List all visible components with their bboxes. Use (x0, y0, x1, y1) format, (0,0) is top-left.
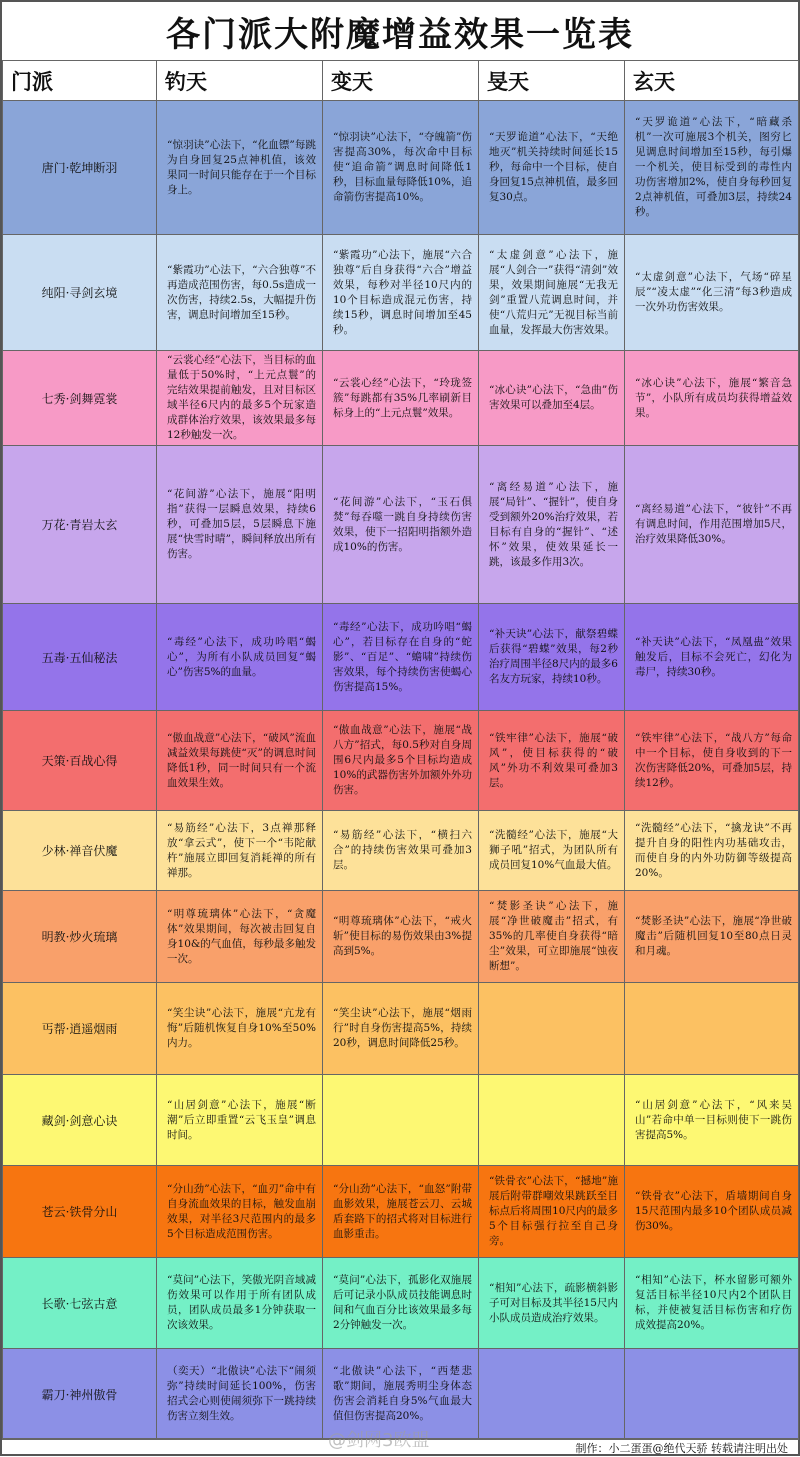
effect-cell: “铁骨衣”心法下，盾墙期间自身15尺范围内最多10个团队成员减伤30%。 (625, 1166, 799, 1258)
effect-cell (625, 1349, 799, 1440)
effect-cell: “易筋经”心法下，“横扫六合”的持续伤害效果可叠加3层。 (323, 811, 479, 891)
table-row (3, 604, 799, 711)
page-title: 各门派大附魔增益效果一览表 (2, 2, 798, 61)
table-row (3, 891, 799, 983)
effect-cell: “离经易道”心法下，施展“局针”、“握针”，使自身受到额外20%治疗效果，若目标有自身的“握针”、“述怀”效果，使效果延长一跳，该最多作用3次。 (479, 446, 625, 604)
sect-name: 万花·青岩太玄 (3, 446, 157, 604)
sect-name: 天策·百战心得 (3, 711, 157, 811)
effect-cell: （奕天）“北傲诀”心法下“闹须弥”持续时间延长100%，伤害招式会心则使闹须弥下一跳持续伤害立刻生效。 (157, 1349, 323, 1440)
footer (2, 1438, 798, 1457)
effect-cell: “笑尘诀”心法下，施展“烟雨行”时自身伤害提高5%，持续20秒，调息时间降低25秒。 (323, 983, 479, 1075)
effect-cell: “铁牢律”心法下，“战八方”每命中一个目标，使自身收到的下一次伤害降低20%，可叠加5层，持续12秒。 (625, 711, 799, 811)
effect-cell: “紫霞功”心法下，“六合独尊”不再造成范围伤害，每0.5s造成一次伤害，持续2.5s，大幅提升伤害，调息时间增加至15秒。 (157, 235, 323, 351)
effect-cell: “相知”心法下，疏影横斜影子可对目标及其半径15尺内小队成员造成治疗效果。 (479, 1258, 625, 1349)
table-row (3, 1258, 799, 1349)
effect-cell: “花间游”心法下，施展“阳明指”获得一层瞬息效果，持续6秒，可叠加5层，5层瞬息下施展“快雪时晴”，瞬间释放出所有伤害。 (157, 446, 323, 604)
sect-name: 苍云·铁骨分山 (3, 1166, 157, 1258)
effect-cell: “莫问”心法下，笑傲光阴音域减伤效果可以作用于所有团队成员，团队成员最多1分钟获取一次该效果。 (157, 1258, 323, 1349)
sect-name: 霸刀·神州傲骨 (3, 1349, 157, 1440)
table-row (3, 711, 799, 811)
effect-cell: “离经易道”心法下，“彼针”不再有调息时间，作用范围增加5尺，治疗效果降低30%。 (625, 446, 799, 604)
effect-cell: “补天诀”心法下，“凤凰蛊”效果触发后，目标不会死亡，幻化为毒尸，持续30秒。 (625, 604, 799, 711)
effect-cell: “易筋经”心法下，3点禅那释放“拿云式”，使下一个“韦陀献杵”施展立即回复消耗禅的所有禅那。 (157, 811, 323, 891)
effect-cell: “分山劲”心法下，“血怒”附带血影效果，施展苍云刀、云城盾套路下的招式将对目标进行血影重击。 (323, 1166, 479, 1258)
effect-cell: “太虚剑意”心法下，施展“人剑合一”获得“清剑”效果，效果期间施展“无我无剑”重置八荒调息时间，并使“八荒归元”无视目标当前血量，发挥最大伤害效果。 (479, 235, 625, 351)
effect-cell (479, 1075, 625, 1166)
sect-name: 丐帮·逍遥烟雨 (3, 983, 157, 1075)
effect-cell: “惊羽诀”心法下，“化血镖”每跳为自身回复25点神机值，该效果同一时间只能存在于一个目标身上。 (157, 101, 323, 235)
table-row (3, 1075, 799, 1166)
watermark-text: @剑网3欧盟 (328, 1430, 430, 1451)
effect-cell: “铁牢律”心法下，施展“破风”，使目标获得的“破风”外功不利效果可叠加3层。 (479, 711, 625, 811)
sect-name: 少林·禅音伏魔 (3, 811, 157, 891)
effect-cell: “明尊琉璃体”心法下，“戒火斩”使目标的易伤效果由3%提高到5%。 (323, 891, 479, 983)
effect-cell: “洗髓经”心法下，“擒龙诀”不再提升自身的阳性内功基础攻击，而使自身的内外功防御等级提高20%。 (625, 811, 799, 891)
table-row (3, 446, 799, 604)
header-mintian: 旻天 (479, 61, 625, 101)
sect-name: 唐门·乾坤断羽 (3, 101, 157, 235)
sect-name: 五毒·五仙秘法 (3, 604, 157, 711)
effect-cell: “冰心诀”心法下，“急曲”伤害效果可以叠加至4层。 (479, 351, 625, 446)
effect-cell: “相知”心法下，杯水留影可额外复活目标半径10尺内2个团队目标，并使被复活目标伤害和疗伤成效提高20%。 (625, 1258, 799, 1349)
effect-cell: “傲血战意”心法下，“破风”流血减益效果每跳使“灭”的调息时间降低1秒，同一时间只有一个流血效果生效。 (157, 711, 323, 811)
effect-cell: “毒经”心法下，成功吟唱“蝎心”，若目标存在自身的“蛇影”、“百足”、“蟾啸”持续伤害效果，每个持续伤害使蝎心伤害提高15%。 (323, 604, 479, 711)
effect-cell: “冰心诀”心法下，施展“繁音急节”，小队所有成员均获得增益效果。 (625, 351, 799, 446)
effect-cell: “分山劲”心法下，“血刃”命中有自身流血效果的目标，触发血崩效果，对半径3尺范围内的最多5个目标造成范围伤害。 (157, 1166, 323, 1258)
effect-cell (479, 1349, 625, 1440)
effect-cell: “毒经”心法下，成功吟唱“蝎心”，为所有小队成员回复“蝎心”伤害5%的血量。 (157, 604, 323, 711)
table-row (3, 235, 799, 351)
effect-cell: “惊羽诀”心法下，“夺魄箭”伤害提高30%，每次命中目标使“追命箭”调息时间降低1秒，目标血量每降低10%，追命箭伤害提高10%。 (323, 101, 479, 235)
effect-cell: “北傲诀”心法下，“西楚悲歌”期间，施展秀明尘身体态伤害会消耗自身5%气血最大值但伤害提高20%。 (323, 1349, 479, 1440)
effect-cell: “山居剑意”心法下，施展“断潮”后立即重置“云飞玉皇”调息时间。 (157, 1075, 323, 1166)
effect-cell (323, 1075, 479, 1166)
effect-cell: “天罗诡道”心法下，“天绝地灭”机关持续时间延长15秒，每命中一个目标，使自身回复15点神机值，最多回复30点。 (479, 101, 625, 235)
effect-cell (625, 983, 799, 1075)
effect-cell: “铁骨衣”心法下，“撼地”施展后附带群嘲效果跳跃至目标点后将周围10尺内的最多5个目标强行拉至自己身旁。 (479, 1166, 625, 1258)
sect-name: 明教·炒火琉璃 (3, 891, 157, 983)
effect-cell: “明尊琉璃体”心法下，“贪魔体”效果期间，每次被击回复自身10&的气血值，每秒最多触发一次。 (157, 891, 323, 983)
effect-cell: “笑尘诀”心法下，施展“亢龙有悔”后随机恢复自身10%至50%内力。 (157, 983, 323, 1075)
effect-cell: “傲血战意”心法下，施展“战八方”招式，每0.5秒对自身周围6尺内最多5个目标均造成10%的武器伤害外加额外外功伤害。 (323, 711, 479, 811)
effect-cell: “紫霞功”心法下，施展“六合独尊”后自身获得“六合”增益效果，每秒对半径10尺内的10个目标造成混元伤害，持续15秒，调息时间增加至45秒。 (323, 235, 479, 351)
effect-cell: “太虚剑意”心法下，气场“碎星辰”“凌太虚”“化三清”每3秒造成一次外功伤害效果。 (625, 235, 799, 351)
effect-cell: “洗髓经”心法下，施展“大狮子吼”招式，为团队所有成员回复10%气血最大值。 (479, 811, 625, 891)
header-row (3, 61, 799, 101)
effect-cell: “山居剑意”心法下，“风来吴山”若命中单一目标则使下一跳伤害提高5%。 (625, 1075, 799, 1166)
table-row (3, 1166, 799, 1258)
header-biantian: 变天 (323, 61, 479, 101)
effect-cell: “云裳心经”心法下，“玲珑签簇”每跳都有35%几率刷新目标身上的“上元点鬟”效果。 (323, 351, 479, 446)
credit-text: 制作：小二蛋蛋@绝代天骄 转载请注明出处 (575, 1442, 788, 1455)
sect-name: 七秀·剑舞霓裳 (3, 351, 157, 446)
effect-cell: “补天诀”心法下，献祭碧蝶后获得“碧蝶”效果，每2秒治疗周围半径8尺内的最多6名友方玩家，持续10秒。 (479, 604, 625, 711)
sect-name: 藏剑·剑意心诀 (3, 1075, 157, 1166)
sect-name: 长歌·七弦古意 (3, 1258, 157, 1349)
effect-cell: “天罗诡道”心法下，“暗藏杀机”一次可施展3个机关，图穷匕见调息时间增加至15秒，每引爆一个机关，使目标受到的毒性内功伤害增加2%，使自身每秒回复2点神机值，可叠加3层，持续24秒。 (625, 101, 799, 235)
header-xuantian: 玄天 (625, 61, 799, 101)
sect-name: 纯阳·寻剑玄境 (3, 235, 157, 351)
effect-cell: “莫问”心法下，孤影化双施展后可记录小队成员技能调息时间和气血百分比该效果最多每2分钟触发一次。 (323, 1258, 479, 1349)
effect-cell: “焚影圣诀”心法下，施展“净世破魔击”招式，有35%的几率使自身获得“暗尘”效果，可立即施展“蚀夜断想”。 (479, 891, 625, 983)
header-diaotian: 钓天 (157, 61, 323, 101)
table-row (3, 351, 799, 446)
table-row (3, 101, 799, 235)
effect-cell: “花间游”心法下，“玉石俱焚”每吞噬一跳自身持续伤害效果，使下一招阳明指额外造成10%的伤害。 (323, 446, 479, 604)
effect-cell (479, 983, 625, 1075)
effects-table (2, 60, 799, 1440)
effect-cell: “云裳心经”心法下，当目标的血量低于50%时，“上元点鬟”的完结效果提前触发，且对目标区域半径6尺内的最多5个玩家造成群体治疗效果，该效果最多每12秒触发一次。 (157, 351, 323, 446)
table-row (3, 811, 799, 891)
effect-cell: “焚影圣诀”心法下，施展“净世破魔击”后随机回复10至80点日灵和月魂。 (625, 891, 799, 983)
table-row (3, 983, 799, 1075)
header-sect: 门派 (3, 61, 157, 101)
